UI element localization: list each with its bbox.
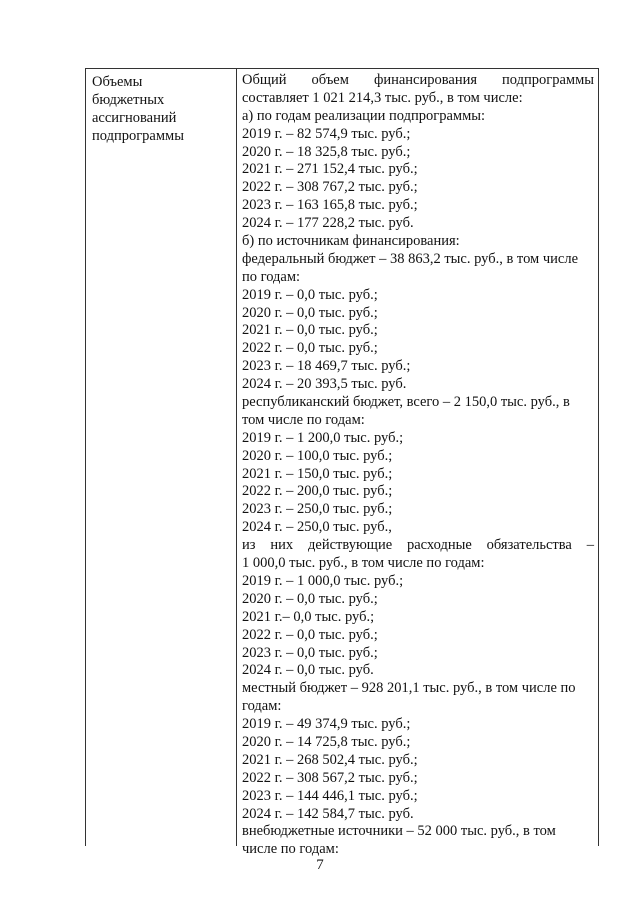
word: Общий	[242, 72, 287, 88]
word: финансирования	[373, 72, 478, 88]
text-line: 2022 г. – 0,0 тыс. руб.;	[242, 340, 378, 357]
left-line: бюджетных	[92, 92, 165, 108]
text-line: составляет 1 021 214,3 тыс. руб., в том числе:	[242, 89, 523, 106]
text-line: б) по источникам финансирования:	[242, 233, 460, 250]
word: из	[242, 537, 256, 554]
total-funding-first-line	[242, 72, 594, 90]
text-line: по годам:	[242, 268, 301, 285]
text-line: 2020 г. – 0,0 тыс. руб.;	[242, 304, 378, 321]
text-line: местный бюджет – 928 201,1 тыс. руб., в том числе по	[242, 680, 576, 697]
text-line: 2023 г. – 144 446,1 тыс. руб.;	[242, 787, 418, 804]
word: действующие	[308, 537, 393, 554]
text-line: числе по годам:	[242, 841, 339, 858]
text-line: 2021 г.– 0,0 тыс. руб.;	[242, 608, 375, 625]
page-number: 7	[316, 857, 324, 873]
word: –	[586, 537, 594, 554]
text-line: 2022 г. – 0,0 тыс. руб.;	[242, 626, 378, 643]
text-line: 2023 г. – 250,0 тыс. руб.;	[242, 501, 393, 518]
word: обязательства	[486, 537, 572, 554]
text-line: республиканский бюджет, всего – 2 150,0 тыс. руб., в	[242, 394, 570, 411]
text-line: 2021 г. – 150,0 тыс. руб.;	[242, 465, 393, 482]
column-divider	[236, 69, 237, 846]
text-line: 2024 г. – 0,0 тыс. руб.	[242, 662, 374, 679]
left-line: Объемы	[92, 74, 143, 90]
text-line: 2024 г. – 177 228,2 тыс. руб.	[242, 215, 414, 232]
text-line: 2023 г. – 0,0 тыс. руб.;	[242, 644, 378, 661]
word: объем	[311, 72, 349, 88]
text-line: 2024 г. – 250,0 тыс. руб.,	[242, 519, 392, 536]
text-line: годам:	[242, 698, 282, 715]
text-line: 1 000,0 тыс. руб., в том числе по годам:	[242, 555, 485, 572]
text-line: 2019 г. – 0,0 тыс. руб.;	[242, 286, 378, 303]
text-line: 2019 г. – 82 574,9 тыс. руб.;	[242, 125, 411, 142]
word: расходные	[407, 537, 472, 554]
text-line: 2020 г. – 100,0 тыс. руб.;	[242, 447, 393, 464]
text-line: 2023 г. – 18 469,7 тыс. руб.;	[242, 358, 411, 375]
text-line: том числе по годам:	[242, 411, 365, 428]
text-line: 2024 г. – 142 584,7 тыс. руб.	[242, 805, 414, 822]
text-line: 2024 г. – 20 393,5 тыс. руб.	[242, 376, 407, 393]
text-line: 2020 г. – 0,0 тыс. руб.;	[242, 590, 378, 607]
text-line: 2021 г. – 0,0 тыс. руб.;	[242, 322, 378, 339]
existing-obligations-line	[242, 537, 594, 555]
text-line: а) по годам реализации подпрограммы:	[242, 107, 486, 124]
text-line: 2019 г. – 49 374,9 тыс. руб.;	[242, 716, 411, 733]
text-line: 2023 г. – 163 165,8 тыс. руб.;	[242, 197, 418, 214]
budget-table	[85, 68, 599, 858]
text-line: 2022 г. – 308 567,2 тыс. руб.;	[242, 769, 418, 786]
text-line: федеральный бюджет – 38 863,2 тыс. руб., в том числе	[242, 250, 579, 267]
text-line: 2019 г. – 1 000,0 тыс. руб.;	[242, 572, 404, 589]
text-line: 2021 г. – 271 152,4 тыс. руб.;	[242, 161, 418, 178]
left-line: ассигнований	[92, 110, 177, 126]
text-line: 2022 г. – 308 767,2 тыс. руб.;	[242, 179, 418, 196]
left-line: подпрограммы	[92, 128, 184, 144]
budget-allocation-text-cell	[242, 72, 594, 859]
word: них	[270, 537, 294, 554]
text-line: внебюджетные источники – 52 000 тыс. руб., в том	[242, 823, 556, 840]
text-line: 2020 г. – 18 325,8 тыс. руб.;	[242, 143, 411, 160]
word: подпрограммы	[502, 72, 594, 88]
text-line: 2020 г. – 14 725,8 тыс. руб.;	[242, 733, 411, 750]
text-line: 2022 г. – 200,0 тыс. руб.;	[242, 483, 393, 500]
text-line: 2021 г. – 268 502,4 тыс. руб.;	[242, 751, 418, 768]
budget-allocation-label-cell	[92, 73, 230, 145]
text-line: 2019 г. – 1 200,0 тыс. руб.;	[242, 429, 404, 446]
